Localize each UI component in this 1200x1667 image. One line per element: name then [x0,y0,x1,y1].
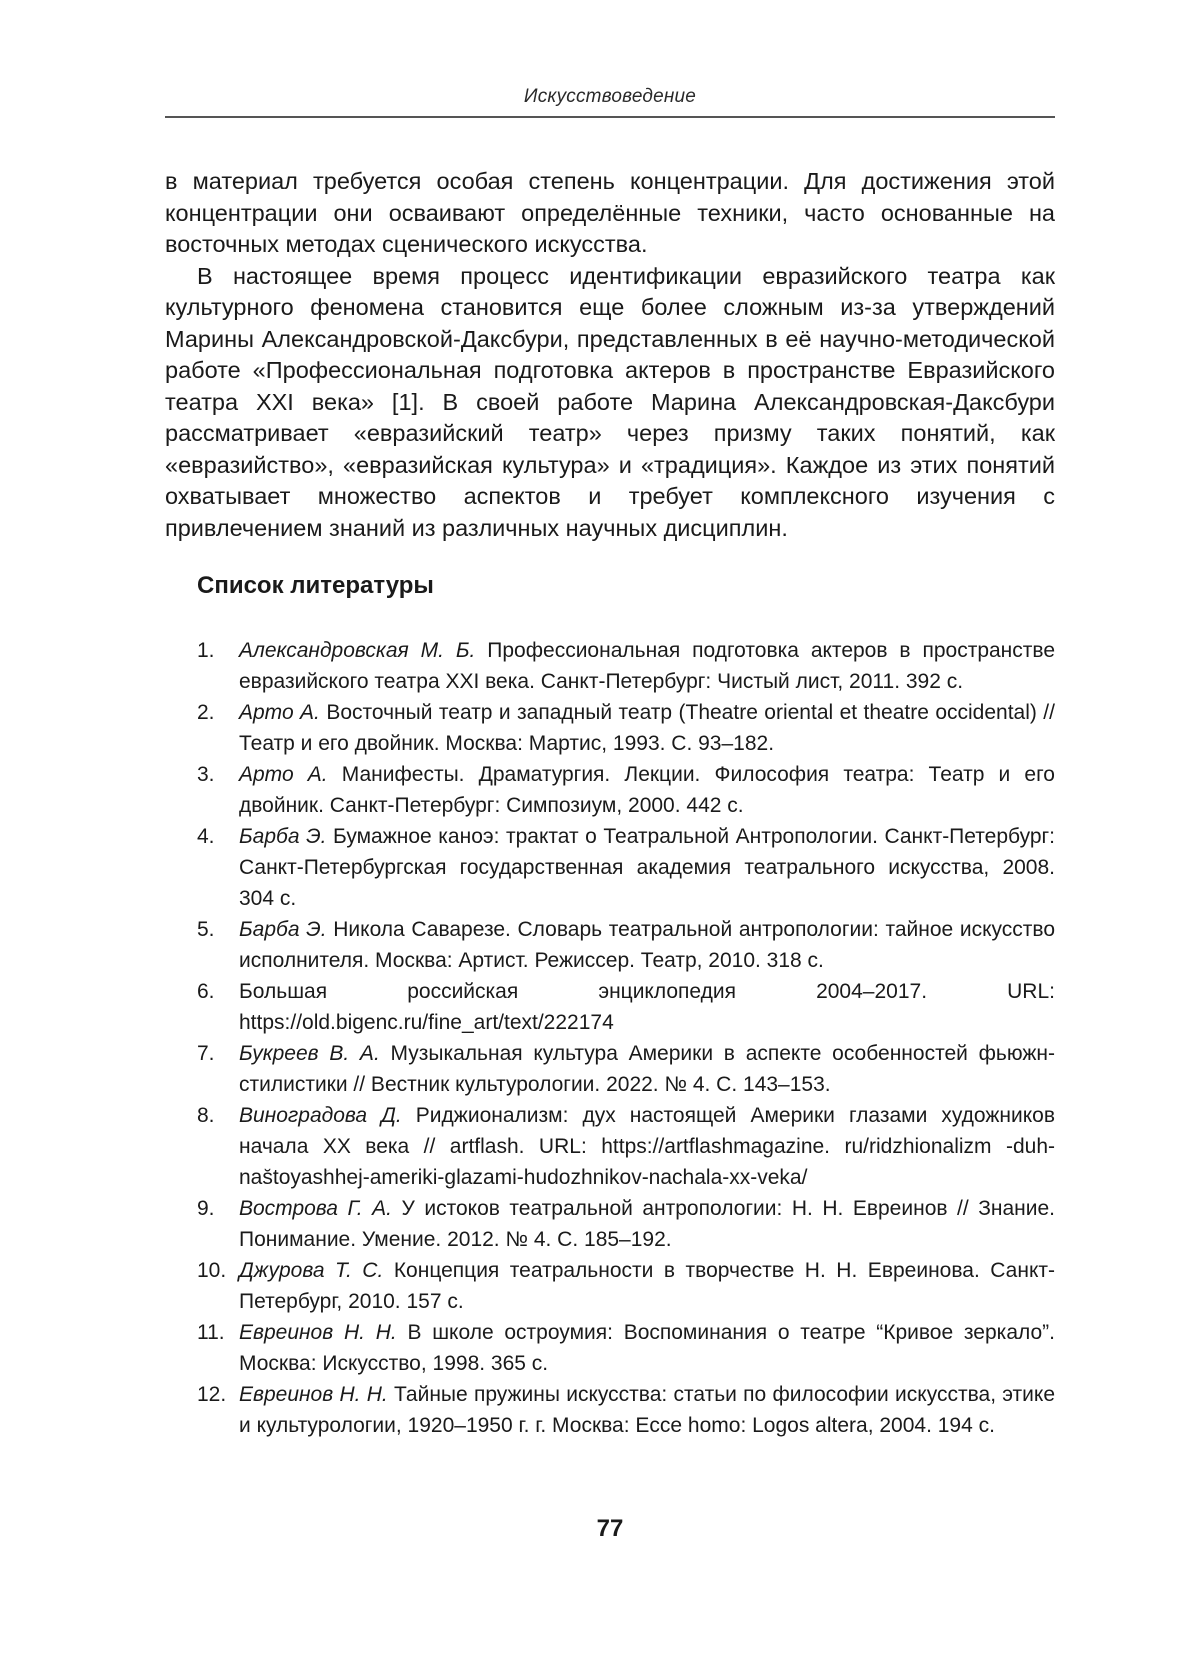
reference-item [197,697,1055,759]
reference-number: 8. [197,1104,215,1127]
reference-author: Евреинов Н. Н. [239,1321,397,1344]
reference-text: Восточный театр и западный театр (Theatre oriental et theatre occidental) // Театр и его двойник. Москва: Мартис, 1993. С. 93–182. [239,701,1055,755]
reference-author: Александровская М. Б. [239,639,476,662]
reference-number: 1. [197,639,215,662]
reference-item [197,914,1055,976]
reference-item [197,635,1055,697]
reference-item [197,759,1055,821]
reference-text: Концепция театральности в творчестве Н. Н. Евреинова. Санкт-Петербург, 2010. 157 с. [239,1259,1055,1313]
reference-number: 5. [197,918,215,941]
reference-text: Большая российская энциклопедия 2004–2017. URL: https://old.bigenc.ru/fine_art/text/222174 [239,980,1055,1034]
reference-number: 10. [197,1259,227,1282]
reference-number: 9. [197,1197,215,1220]
reference-text: В школе остроумия: Воспоминания о театре “Кривое зеркало”. Москва: Искусство, 1998. 365 с. [239,1321,1055,1375]
body-text [165,166,1055,544]
document-page [165,0,1055,1667]
reference-author: Барба Э. [239,918,327,941]
paragraph: В настоящее время процесс идентификации евразийского театра как культурного феномена становится еще более сложным из-за утверждений Марины Александровской-Даксбури, представленных в её научно-методической работе «Профессиональная подготовка актеров в пространстве Евразийского театра XXI века» [1]. В своей работе Марина Александровская-Даксбури рассматривает «евразийский театр» через призму таких понятий, как «евразийство», «евразийская культура» и «традиция». Каждое из этих понятий охватывает множество аспектов и требует комплексного изучения с привлечением знаний из различных научных дисциплин. [165,262,1055,541]
reference-author: Джурова Т. С. [239,1259,384,1282]
reference-text: Никола Саварезе. Словарь театральной антропологии: тайное искусство исполнителя. Москва: Артист. Режиссер. Театр, 2010. 318 с. [239,918,1056,972]
reference-author: Евреинов Н. Н. [239,1383,388,1406]
page-number: 77 [596,1515,624,1542]
reference-item [197,1038,1055,1100]
reference-number: 2. [197,701,215,724]
reference-text: У истоков театральной антропологии: Н. Н. Евреинов // Знание. Понимание. Умение. 2012. № 4. С. 185–192. [239,1197,1056,1251]
reference-number: 4. [197,825,215,848]
references-list [197,635,1055,1441]
reference-text: Тайные пружины искусства: статьи по философии искусства, этике и культурологии, 1920–1950 г. г. Москва: Ecce homo: Logos altera, 2004. 194 с. [239,1383,1056,1437]
reference-author: Вострова Г. А. [239,1197,392,1220]
reference-text: Музыкальная культура Америки в аспекте особенностей фьюжн-стилистики // Вестник культурологии. 2022. № 4. С. 143–153. [239,1042,1055,1096]
reference-item [197,821,1055,914]
reference-number: 12. [197,1383,227,1406]
reference-item [197,1100,1055,1193]
reference-item [197,1379,1055,1441]
reference-author: Букреев В. А. [239,1042,380,1065]
reference-text: Манифесты. Драматургия. Лекции. Философия театра: Театр и его двойник. Санкт-Петербург: Симпозиум, 2000. 442 с. [239,763,1055,817]
reference-number: 11. [197,1321,225,1344]
reference-item [197,976,1055,1038]
reference-number: 7. [197,1042,215,1065]
header-rule [165,116,1055,118]
reference-text: Бумажное каноэ: трактат о Театральной Антропологии. Санкт-Петербург: Санкт-Петербургская государственная академия театрального искусства, 2008. 304 с. [239,825,1056,910]
reference-author: Арто А. [239,701,320,724]
reference-item [197,1255,1055,1317]
reference-author: Виноградова Д. [239,1104,402,1127]
reference-text: Риджионализм: дух настоящей Америки глазами художников начала ХХ века // artflash. URL: https://artflashmagazine. ru/ridzhionalizm -duh-nas̆toyashhej-ameriki-glazami-hudozhnikov-nachala-xx-veka/ [239,1104,1055,1189]
reference-text: Профессиональная подготовка актеров в пространстве евразийского театра XXI века. Санкт-Петербург: Чистый лист, 2011. 392 с. [239,639,1055,693]
running-header: Искусствоведение [523,86,697,107]
reference-author: Арто А. [239,763,328,786]
reference-item [197,1193,1055,1255]
references-heading: Список литературы [197,572,434,599]
reference-item [197,1317,1055,1379]
reference-number: 3. [197,763,215,786]
paragraph: в материал требуется особая степень концентрации. Для достижения этой концентрации они осваивают определённые техники, часто основанные на восточных методах сценического искусства. [165,168,1055,257]
reference-author: Барба Э. [239,825,327,848]
reference-number: 6. [197,980,215,1003]
